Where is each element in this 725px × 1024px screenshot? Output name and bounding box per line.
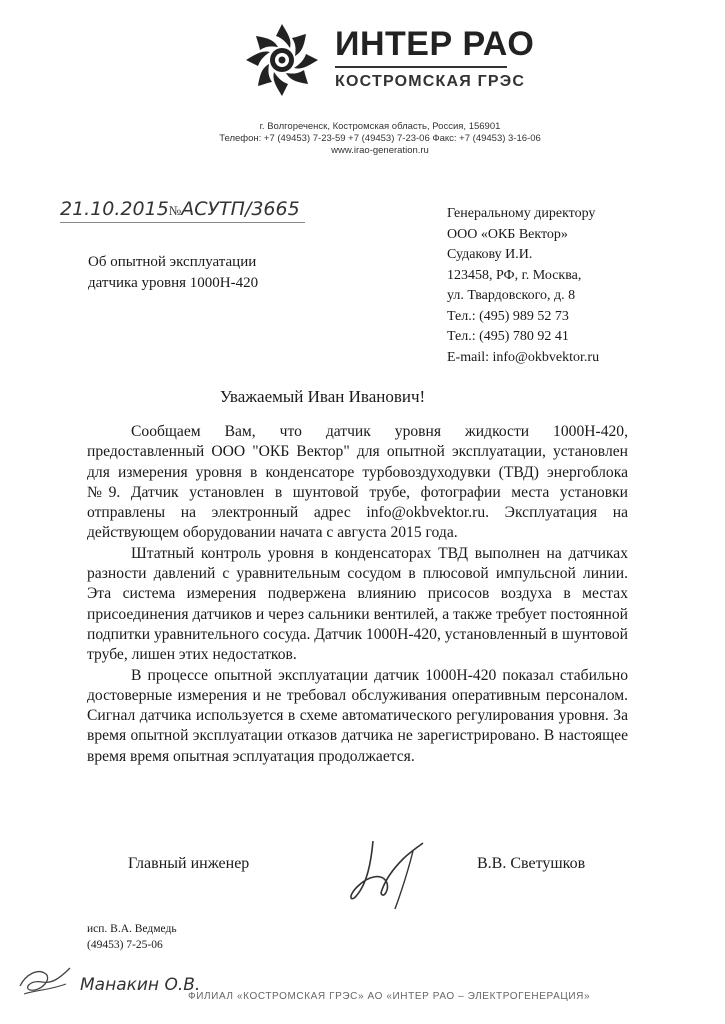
executor-info — [87, 921, 177, 953]
company-phones: Телефон: +7 (49453) 7-23-59 +7 (49453) 7-23-06 Факс: +7 (49453) 3-16-06 — [219, 133, 541, 144]
salutation: Уважаемый Иван Иванович! — [219, 387, 426, 406]
subject-line: датчика уровня 1000Н-420 — [88, 275, 259, 291]
subject-line: Об опытной эксплуатации — [88, 254, 257, 270]
brand-divider — [335, 66, 507, 68]
letter-body — [87, 422, 628, 767]
footer-initials: Манакин О.В. — [80, 975, 201, 995]
company-name: ИНТЕР РАО — [335, 25, 535, 63]
addressee-line: Судакову И.И. — [447, 247, 533, 262]
signer-position: Главный инженер — [128, 855, 250, 872]
letter-subject — [88, 252, 258, 294]
signer-name: В.В. Светушков — [477, 855, 586, 872]
addressee-line: Тел.: (495) 780 92 41 — [447, 329, 569, 344]
addressee-line: Тел.: (495) 989 52 73 — [447, 308, 569, 324]
addressee-email: E-mail: info@okbvektor.ru — [447, 349, 600, 365]
addressee-line: ул. Твардовского, д. 8 — [447, 288, 576, 303]
registration-date: 21.10.2015 — [60, 198, 169, 220]
registration-number-sign: № — [168, 203, 182, 218]
registration-number: АСУТП/3665 — [181, 198, 300, 220]
body-paragraph: Штатный контроль уровня в конденсаторах ТВД выполнен на датчиках разности давлений с уравнительным сосудом в плюсовой импульсной линии. Эта система измерения подвержена влиянию присосов воздуха в местах присоединения датчиков и через сальники вентилей, а также требует постоянной подпитки уравнительного сосуда. Датчик 1000Н-420, установленный в шунтовой трубе, лишен этих недостатков. — [87, 544, 629, 664]
footer-organization: ФИЛИАЛ «КОСТРОМСКАЯ ГРЭС» АО «ИНТЕР РАО – ЭЛЕКТРОГЕНЕРАЦИЯ» — [188, 991, 591, 1002]
company-website: www.irao-generation.ru — [331, 145, 429, 156]
addressee-line: ООО «ОКБ Вектор» — [447, 226, 568, 242]
registration-line — [60, 198, 300, 220]
footer-signature-icon — [16, 960, 76, 1000]
handwritten-signature-icon — [343, 833, 443, 913]
letterhead-contacts — [170, 121, 590, 157]
addressee-block — [447, 204, 599, 368]
company-address: г. Волгореченск, Костромская область, Россия, 156901 — [259, 121, 501, 132]
branch-name: КОСТРОМСКАЯ ГРЭС — [335, 73, 526, 90]
body-paragraph: В процессе опытной эксплуатации датчик 1000Н-420 показал стабильно достоверные измерения и не требовал обслуживания оперативным персоналом. Сигнал датчика используется в схеме автоматического регулирования уровня. За время опытной эксплуатации отказов датчика не зарегистрировано. В настоящее время время опытная эсплуатация продолжается. — [87, 666, 628, 765]
body-paragraph: Сообщаем Вам, что датчик уровня жидкости 1000Н-420, предоставленный ООО "ОКБ Вектор" для опытной эксплуатации, установлен для измерения уровня в конденсаторе турбовоздуходувки (ТВД) энергоблока №9. Датчик установлен в шунтовой трубе, фотографии места установки отправлены на электронный адрес info@okbvektor.ru. Эксплуатация на действующем оборудовании начата с августа 2015 года. — [87, 423, 628, 542]
registration-underline — [60, 222, 305, 223]
inter-rao-logo-icon — [240, 18, 324, 102]
executor-phone: (49453) 7-25-06 — [87, 939, 163, 951]
executor-name: исп. В.А. Ведмедь — [87, 923, 177, 935]
addressee-line: Генеральному директору — [447, 206, 596, 221]
addressee-line: 123458, РФ, г. Москва, — [447, 267, 582, 283]
letterhead-brand — [335, 26, 534, 91]
